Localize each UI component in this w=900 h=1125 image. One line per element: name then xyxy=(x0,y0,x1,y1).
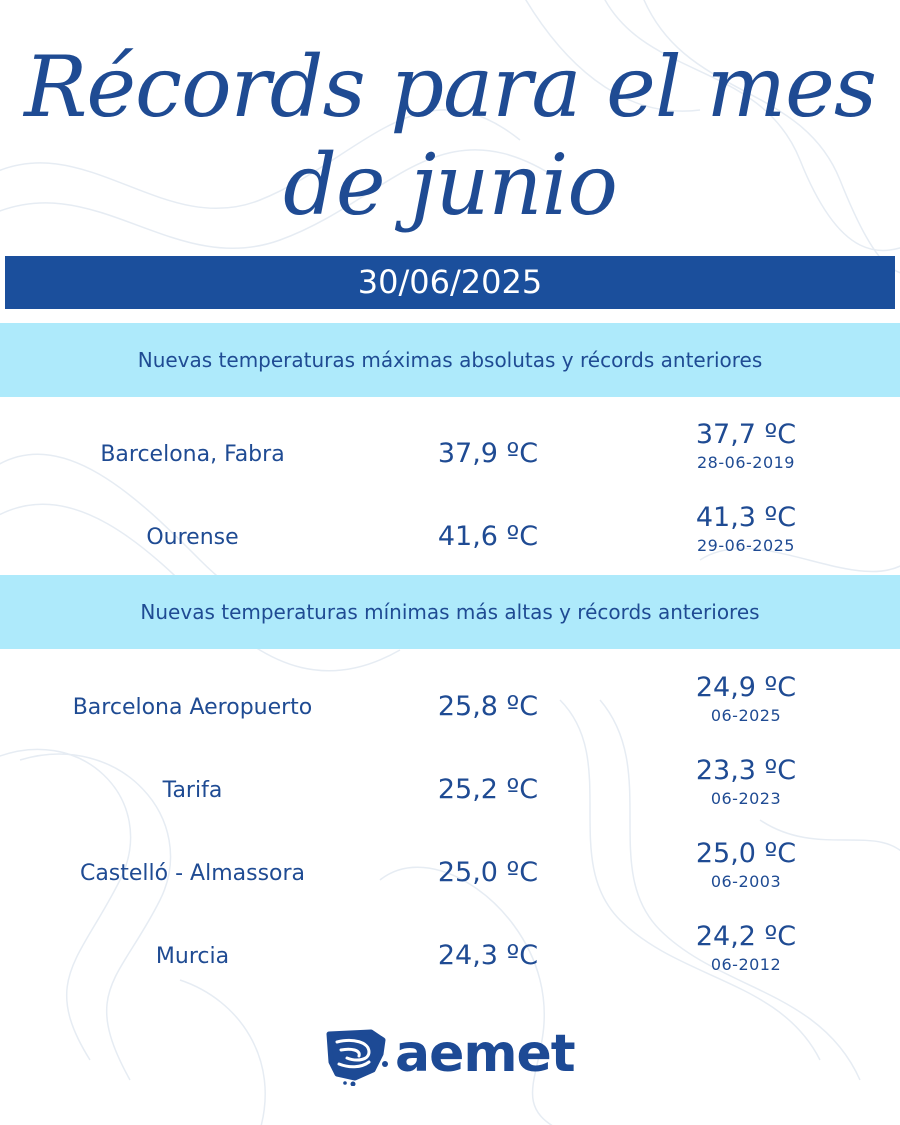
previous-record-date: 06-2003 xyxy=(710,872,782,891)
station-name: Barcelona Aeropuerto xyxy=(72,695,313,720)
new-record-value: 37,9 ºC xyxy=(437,438,539,469)
section-heading-max: Nuevas temperaturas máximas absolutas y récords anteriores xyxy=(0,323,900,397)
new-record-value: 25,8 ºC xyxy=(437,691,539,722)
station-name: Barcelona, Fabra xyxy=(100,442,285,467)
aemet-iberia-logo-icon xyxy=(325,1028,395,1086)
logo-text: aemet xyxy=(395,1024,575,1084)
new-record-value: 24,3 ºC xyxy=(437,940,539,971)
station-name: Ourense xyxy=(146,525,239,550)
date-banner: 30/06/2025 xyxy=(5,256,895,309)
previous-record-value: 41,3 ºC xyxy=(695,502,797,533)
new-record-value: 25,2 ºC xyxy=(437,774,539,805)
table-row xyxy=(0,503,900,583)
previous-record-value: 24,2 ºC xyxy=(695,921,797,952)
station-name: Tarifa xyxy=(162,778,223,803)
table-row xyxy=(0,420,900,500)
previous-record xyxy=(646,837,846,893)
previous-record-date: 06-2025 xyxy=(710,706,782,725)
previous-record-value: 37,7 ºC xyxy=(695,419,797,450)
previous-record-date: 29-06-2025 xyxy=(697,536,795,555)
previous-record xyxy=(646,754,846,810)
new-record-value: 41,6 ºC xyxy=(437,521,539,552)
station-name: Castelló - Almassora xyxy=(79,861,306,886)
title-line-2: de junio xyxy=(283,136,617,234)
previous-record xyxy=(646,671,846,727)
previous-record-date: 06-2012 xyxy=(710,955,782,974)
previous-record-date: 06-2023 xyxy=(710,789,782,808)
previous-record xyxy=(646,418,846,474)
table-row xyxy=(0,922,900,1002)
table-row xyxy=(0,756,900,836)
new-record-value: 25,0 ºC xyxy=(437,857,539,888)
previous-record xyxy=(646,501,846,557)
previous-record xyxy=(646,920,846,976)
station-name: Murcia xyxy=(155,944,230,969)
aemet-logo xyxy=(325,1024,585,1088)
previous-record-value: 24,9 ºC xyxy=(695,672,797,703)
table-row xyxy=(0,839,900,919)
page-title xyxy=(0,38,900,234)
title-line-1: Récords para el mes xyxy=(24,38,876,136)
section-heading-min: Nuevas temperaturas mínimas más altas y récords anteriores xyxy=(0,575,900,649)
table-row xyxy=(0,673,900,753)
previous-record-date: 28-06-2019 xyxy=(697,453,795,472)
previous-record-value: 23,3 ºC xyxy=(695,755,797,786)
previous-record-value: 25,0 ºC xyxy=(695,838,797,869)
